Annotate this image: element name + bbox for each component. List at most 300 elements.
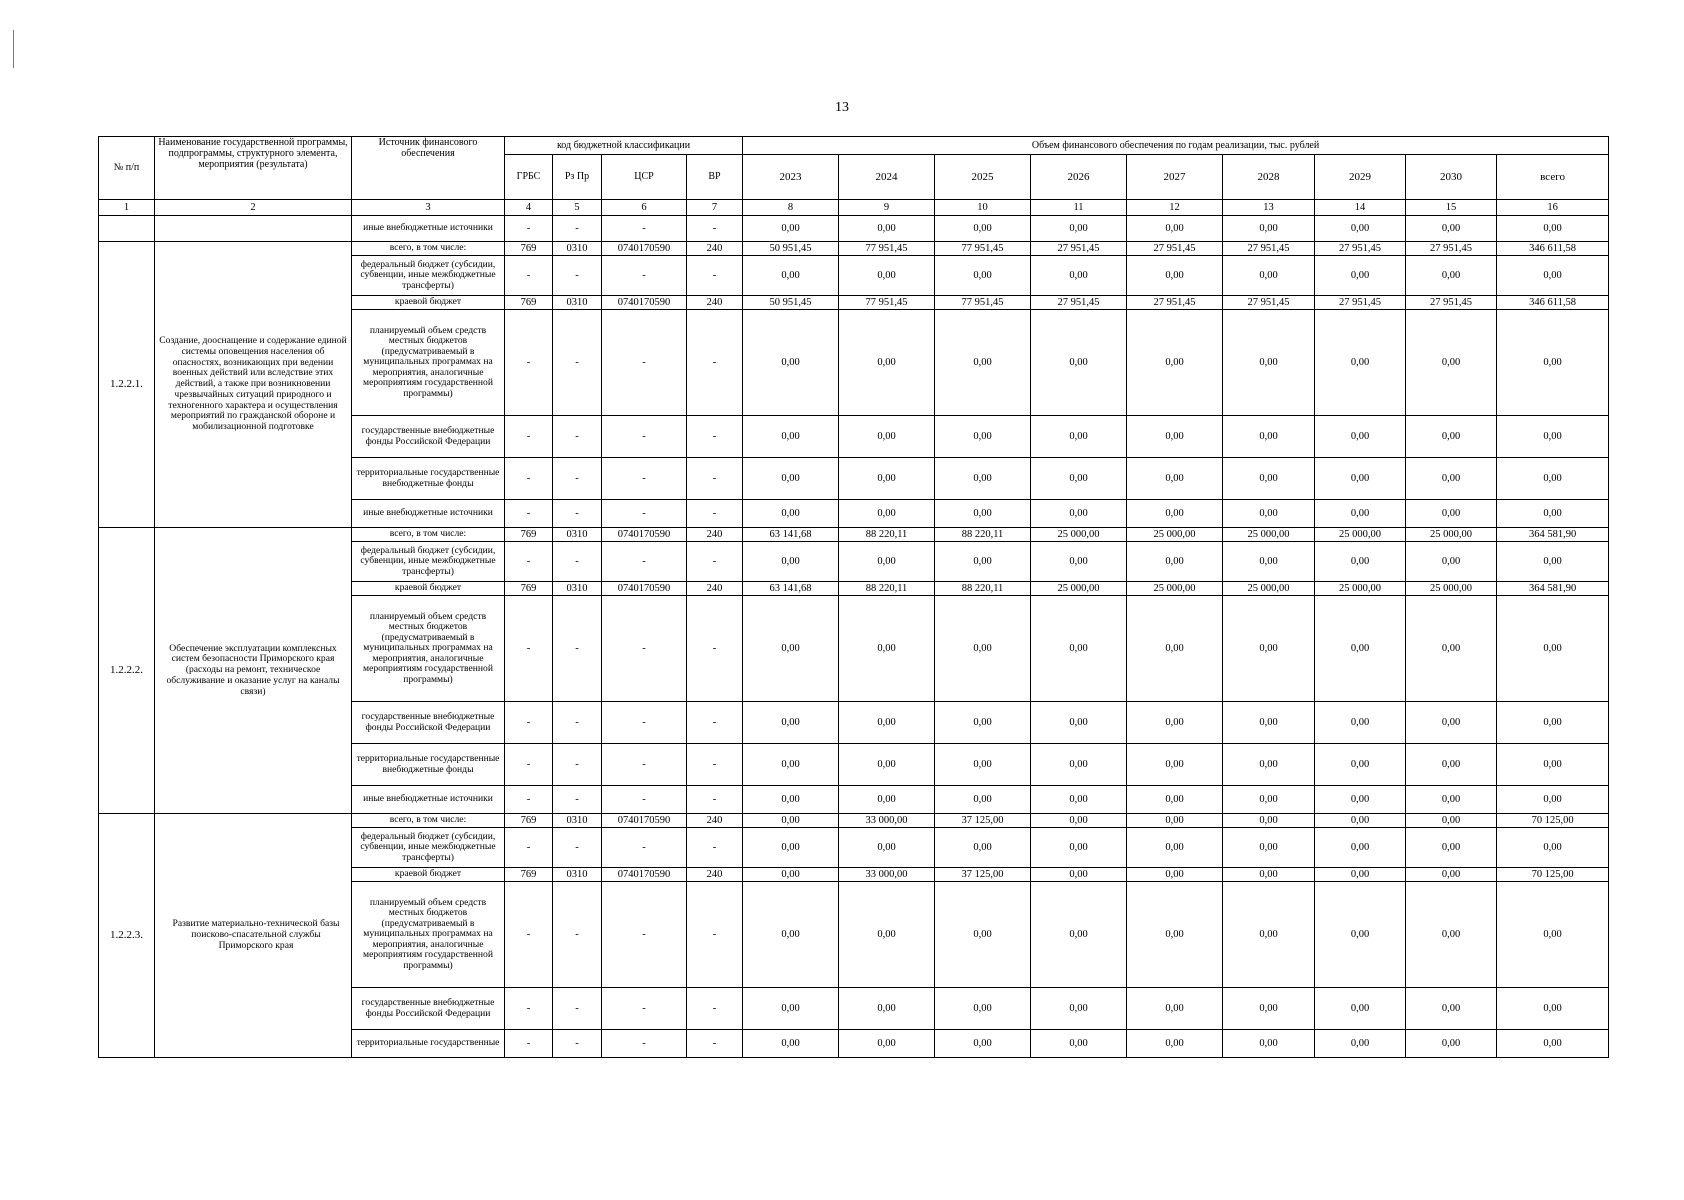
value-cell: 0,00	[1315, 310, 1406, 416]
value-cell: 0,00	[1223, 596, 1315, 702]
value-cell: 0,00	[839, 596, 935, 702]
code-cell: 240	[687, 296, 743, 310]
value-cell: 25 000,00	[1315, 528, 1406, 542]
source-cell: территориальные государственные внебюджетные фонды	[352, 744, 505, 786]
value-cell: 33 000,00	[839, 814, 935, 828]
column-number: 11	[1031, 200, 1127, 216]
value-cell: 0,00	[1315, 500, 1406, 528]
value-cell: 0,00	[1031, 310, 1127, 416]
header-year: всего	[1497, 155, 1609, 200]
source-cell: федеральный бюджет (субсидии, субвенции, иные межбюджетные трансферты)	[352, 256, 505, 296]
code-cell: -	[687, 988, 743, 1030]
code-cell: -	[505, 786, 553, 814]
value-cell: 0,00	[1031, 216, 1127, 242]
column-number: 2	[155, 200, 352, 216]
code-cell: -	[687, 216, 743, 242]
value-cell: 0,00	[935, 882, 1031, 988]
value-cell: 0,00	[935, 828, 1031, 868]
code-cell: 0310	[553, 242, 602, 256]
source-cell: иные внебюджетные источники	[352, 786, 505, 814]
value-cell: 0,00	[1406, 596, 1497, 702]
value-cell: 0,00	[743, 500, 839, 528]
value-cell: 0,00	[1497, 216, 1609, 242]
value-cell: 0,00	[1127, 868, 1223, 882]
code-cell: 240	[687, 868, 743, 882]
value-cell: 0,00	[935, 310, 1031, 416]
source-cell: планируемый объем средств местных бюджетов (предусматриваемый в муниципальных программах на мероприятия, аналогичные мероприятиям государственной программы)	[352, 310, 505, 416]
value-cell: 0,00	[743, 882, 839, 988]
code-cell: 769	[505, 242, 553, 256]
value-cell: 0,00	[1127, 1030, 1223, 1058]
value-cell: 346 611,58	[1497, 296, 1609, 310]
code-cell: -	[687, 882, 743, 988]
value-cell: 346 611,58	[1497, 242, 1609, 256]
code-cell: -	[505, 542, 553, 582]
column-number: 13	[1223, 200, 1315, 216]
code-cell: 0310	[553, 868, 602, 882]
code-cell: -	[687, 500, 743, 528]
header-code: ВР	[687, 155, 743, 200]
value-cell: 0,00	[1223, 542, 1315, 582]
value-cell: 0,00	[1315, 596, 1406, 702]
code-cell: 240	[687, 242, 743, 256]
value-cell: 0,00	[1127, 702, 1223, 744]
code-cell: 0310	[553, 814, 602, 828]
code-cell: -	[553, 416, 602, 458]
code-cell: -	[553, 542, 602, 582]
value-cell: 0,00	[1497, 702, 1609, 744]
value-cell: 0,00	[1315, 868, 1406, 882]
column-number: 6	[602, 200, 687, 216]
code-cell: 0310	[553, 528, 602, 542]
code-cell: -	[505, 744, 553, 786]
value-cell: 0,00	[1497, 786, 1609, 814]
value-cell: 27 951,45	[1223, 296, 1315, 310]
margin-mark	[13, 30, 14, 68]
value-cell: 0,00	[1127, 988, 1223, 1030]
code-cell: -	[505, 1030, 553, 1058]
value-cell: 0,00	[935, 416, 1031, 458]
value-cell: 0,00	[935, 786, 1031, 814]
code-cell: -	[602, 216, 687, 242]
value-cell: 0,00	[935, 744, 1031, 786]
value-cell: 0,00	[839, 744, 935, 786]
value-cell: 0,00	[935, 702, 1031, 744]
value-cell: 0,00	[839, 256, 935, 296]
value-cell: 0,00	[1223, 416, 1315, 458]
value-cell: 0,00	[1127, 416, 1223, 458]
code-cell: -	[602, 500, 687, 528]
source-cell: федеральный бюджет (субсидии, субвенции, иные межбюджетные трансферты)	[352, 542, 505, 582]
value-cell: 0,00	[743, 988, 839, 1030]
value-cell: 0,00	[1223, 828, 1315, 868]
value-cell: 0,00	[1315, 882, 1406, 988]
value-cell: 0,00	[1223, 814, 1315, 828]
value-cell: 0,00	[839, 216, 935, 242]
value-cell: 0,00	[1497, 744, 1609, 786]
code-cell: -	[602, 988, 687, 1030]
code-cell: -	[687, 828, 743, 868]
header-num: № п/п	[99, 137, 155, 200]
source-cell: государственные внебюджетные фонды Российской Федерации	[352, 988, 505, 1030]
code-cell: 0740170590	[602, 242, 687, 256]
value-cell: 0,00	[1497, 596, 1609, 702]
value-cell: 27 951,45	[1406, 242, 1497, 256]
value-cell: 0,00	[1031, 1030, 1127, 1058]
value-cell: 0,00	[1406, 786, 1497, 814]
code-cell: 0740170590	[602, 868, 687, 882]
value-cell: 0,00	[1406, 988, 1497, 1030]
column-number: 16	[1497, 200, 1609, 216]
value-cell: 0,00	[1497, 988, 1609, 1030]
code-cell: -	[602, 828, 687, 868]
value-cell: 0,00	[935, 988, 1031, 1030]
value-cell: 25 000,00	[1223, 528, 1315, 542]
source-cell: краевой бюджет	[352, 582, 505, 596]
code-cell: -	[602, 702, 687, 744]
value-cell: 0,00	[1497, 882, 1609, 988]
code-cell: 769	[505, 528, 553, 542]
header-year: 2029	[1315, 155, 1406, 200]
value-cell: 63 141,68	[743, 582, 839, 596]
source-cell: краевой бюджет	[352, 868, 505, 882]
value-cell: 0,00	[1127, 256, 1223, 296]
value-cell: 0,00	[1031, 256, 1127, 296]
row-name: Обеспечение эксплуатации комплексных систем безопасности Приморского края (расходы на ремонт, техническое обслуживание и оказание услуг на каналы связи)	[155, 528, 352, 814]
value-cell: 0,00	[1031, 458, 1127, 500]
value-cell: 0,00	[1127, 828, 1223, 868]
value-cell: 0,00	[1406, 458, 1497, 500]
code-cell: -	[602, 786, 687, 814]
code-cell: -	[602, 596, 687, 702]
value-cell: 33 000,00	[839, 868, 935, 882]
value-cell: 0,00	[1406, 500, 1497, 528]
header-code: Рз Пр	[553, 155, 602, 200]
value-cell: 364 581,90	[1497, 582, 1609, 596]
value-cell: 0,00	[935, 1030, 1031, 1058]
value-cell: 0,00	[1223, 310, 1315, 416]
value-cell: 27 951,45	[1127, 296, 1223, 310]
value-cell: 0,00	[935, 256, 1031, 296]
value-cell: 0,00	[1497, 828, 1609, 868]
source-cell: планируемый объем средств местных бюджетов (предусматриваемый в муниципальных программах на мероприятия, аналогичные мероприятиям государственной программы)	[352, 596, 505, 702]
value-cell: 0,00	[1315, 988, 1406, 1030]
code-cell: 0740170590	[602, 814, 687, 828]
value-cell: 0,00	[1406, 814, 1497, 828]
value-cell: 25 000,00	[1031, 582, 1127, 596]
value-cell: 0,00	[1223, 500, 1315, 528]
value-cell: 88 220,11	[935, 528, 1031, 542]
value-cell: 0,00	[743, 1030, 839, 1058]
code-cell: -	[505, 256, 553, 296]
value-cell: 0,00	[1315, 542, 1406, 582]
value-cell: 0,00	[743, 310, 839, 416]
column-numbers-row	[99, 200, 1609, 216]
value-cell: 0,00	[1406, 1030, 1497, 1058]
code-cell: -	[602, 416, 687, 458]
code-cell: 769	[505, 868, 553, 882]
value-cell: 77 951,45	[935, 242, 1031, 256]
code-cell: -	[505, 216, 553, 242]
table-body	[99, 216, 1609, 1058]
code-cell: -	[553, 596, 602, 702]
source-cell: государственные внебюджетные фонды Российской Федерации	[352, 416, 505, 458]
row-index: 1.2.2.1.	[99, 242, 155, 528]
code-cell: -	[687, 702, 743, 744]
code-cell: -	[505, 702, 553, 744]
value-cell: 0,00	[1031, 868, 1127, 882]
source-cell: иные внебюджетные источники	[352, 216, 505, 242]
code-cell: -	[505, 500, 553, 528]
row-name-empty	[155, 216, 352, 242]
value-cell: 0,00	[839, 988, 935, 1030]
value-cell: 0,00	[1497, 542, 1609, 582]
code-cell: -	[553, 744, 602, 786]
value-cell: 37 125,00	[935, 868, 1031, 882]
value-cell: 0,00	[1406, 216, 1497, 242]
value-cell: 0,00	[1497, 310, 1609, 416]
value-cell: 0,00	[839, 310, 935, 416]
value-cell: 0,00	[743, 216, 839, 242]
value-cell: 0,00	[1497, 256, 1609, 296]
value-cell: 0,00	[1031, 702, 1127, 744]
value-cell: 0,00	[839, 702, 935, 744]
value-cell: 0,00	[1406, 882, 1497, 988]
code-cell: -	[553, 828, 602, 868]
code-cell: -	[505, 458, 553, 500]
value-cell: 0,00	[1315, 744, 1406, 786]
value-cell: 0,00	[1223, 216, 1315, 242]
code-cell: -	[687, 1030, 743, 1058]
table-header	[99, 137, 1609, 216]
row-index: 1.2.2.2.	[99, 528, 155, 814]
value-cell: 0,00	[839, 1030, 935, 1058]
value-cell: 50 951,45	[743, 242, 839, 256]
value-cell: 0,00	[1497, 416, 1609, 458]
header-year: 2030	[1406, 155, 1497, 200]
column-number: 15	[1406, 200, 1497, 216]
header-year: 2024	[839, 155, 935, 200]
header-year: 2023	[743, 155, 839, 200]
value-cell: 0,00	[1031, 596, 1127, 702]
table-row	[99, 814, 1609, 828]
value-cell: 88 220,11	[839, 528, 935, 542]
value-cell: 0,00	[1406, 256, 1497, 296]
value-cell: 27 951,45	[1406, 296, 1497, 310]
value-cell: 0,00	[1127, 458, 1223, 500]
value-cell: 0,00	[1315, 702, 1406, 744]
code-cell: -	[687, 256, 743, 296]
value-cell: 0,00	[743, 596, 839, 702]
value-cell: 0,00	[1315, 1030, 1406, 1058]
value-cell: 0,00	[743, 256, 839, 296]
value-cell: 0,00	[743, 458, 839, 500]
code-cell: -	[553, 988, 602, 1030]
code-cell: 769	[505, 296, 553, 310]
value-cell: 0,00	[743, 416, 839, 458]
column-number: 4	[505, 200, 553, 216]
code-cell: -	[553, 500, 602, 528]
value-cell: 0,00	[1497, 458, 1609, 500]
page-number: 13	[835, 100, 849, 115]
value-cell: 0,00	[1031, 786, 1127, 814]
code-cell: -	[687, 744, 743, 786]
value-cell: 0,00	[1497, 1030, 1609, 1058]
header-year: 2026	[1031, 155, 1127, 200]
value-cell: 0,00	[1127, 216, 1223, 242]
value-cell: 0,00	[1127, 744, 1223, 786]
code-cell: -	[687, 542, 743, 582]
value-cell: 0,00	[1406, 542, 1497, 582]
value-cell: 77 951,45	[839, 242, 935, 256]
value-cell: 0,00	[839, 828, 935, 868]
column-number: 8	[743, 200, 839, 216]
code-cell: 769	[505, 582, 553, 596]
code-cell: 0740170590	[602, 528, 687, 542]
row-name: Развитие материально-технической базы поисково-спасательной службы Приморского края	[155, 814, 352, 1058]
value-cell: 63 141,68	[743, 528, 839, 542]
value-cell: 0,00	[839, 542, 935, 582]
value-cell: 0,00	[1406, 416, 1497, 458]
value-cell: 0,00	[1315, 216, 1406, 242]
value-cell: 0,00	[1127, 786, 1223, 814]
value-cell: 0,00	[743, 786, 839, 814]
value-cell: 0,00	[1406, 744, 1497, 786]
code-cell: -	[553, 310, 602, 416]
value-cell: 70 125,00	[1497, 868, 1609, 882]
code-cell: 240	[687, 814, 743, 828]
column-number: 5	[553, 200, 602, 216]
value-cell: 0,00	[1223, 744, 1315, 786]
code-cell: 769	[505, 814, 553, 828]
source-cell: всего, в том числе:	[352, 814, 505, 828]
code-cell: -	[602, 744, 687, 786]
code-cell: -	[687, 416, 743, 458]
value-cell: 0,00	[1223, 458, 1315, 500]
row-index-empty	[99, 216, 155, 242]
code-cell: -	[553, 786, 602, 814]
value-cell: 25 000,00	[1223, 582, 1315, 596]
value-cell: 0,00	[1315, 814, 1406, 828]
value-cell: 0,00	[1223, 1030, 1315, 1058]
code-cell: -	[505, 828, 553, 868]
value-cell: 37 125,00	[935, 814, 1031, 828]
value-cell: 0,00	[1223, 256, 1315, 296]
code-cell: -	[687, 458, 743, 500]
code-cell: -	[553, 1030, 602, 1058]
value-cell: 0,00	[839, 458, 935, 500]
value-cell: 0,00	[1497, 500, 1609, 528]
value-cell: 0,00	[1127, 500, 1223, 528]
value-cell: 0,00	[743, 828, 839, 868]
column-number: 1	[99, 200, 155, 216]
value-cell: 0,00	[1031, 542, 1127, 582]
value-cell: 77 951,45	[935, 296, 1031, 310]
header-code: ЦСР	[602, 155, 687, 200]
value-cell: 77 951,45	[839, 296, 935, 310]
value-cell: 0,00	[1223, 882, 1315, 988]
value-cell: 0,00	[743, 814, 839, 828]
value-cell: 0,00	[1406, 868, 1497, 882]
value-cell: 0,00	[1315, 828, 1406, 868]
code-cell: -	[553, 882, 602, 988]
code-cell: 0310	[553, 582, 602, 596]
code-cell: 0740170590	[602, 296, 687, 310]
column-number: 12	[1127, 200, 1223, 216]
code-cell: -	[602, 542, 687, 582]
code-cell: -	[505, 416, 553, 458]
value-cell: 0,00	[1315, 458, 1406, 500]
code-cell: -	[687, 596, 743, 702]
header-year: 2028	[1223, 155, 1315, 200]
code-cell: -	[602, 1030, 687, 1058]
code-cell: -	[553, 216, 602, 242]
value-cell: 0,00	[743, 702, 839, 744]
value-cell: 0,00	[839, 500, 935, 528]
source-cell: всего, в том числе:	[352, 528, 505, 542]
value-cell: 0,00	[1127, 310, 1223, 416]
code-cell: -	[553, 256, 602, 296]
code-cell: 0740170590	[602, 582, 687, 596]
header-group-codes: код бюджетной классификации	[505, 137, 743, 155]
code-cell: 240	[687, 528, 743, 542]
value-cell: 0,00	[1031, 882, 1127, 988]
value-cell: 0,00	[839, 882, 935, 988]
value-cell: 27 951,45	[1315, 296, 1406, 310]
value-cell: 0,00	[1127, 542, 1223, 582]
value-cell: 0,00	[839, 786, 935, 814]
value-cell: 0,00	[1127, 882, 1223, 988]
code-cell: -	[505, 310, 553, 416]
code-cell: -	[505, 882, 553, 988]
value-cell: 25 000,00	[1315, 582, 1406, 596]
column-number: 14	[1315, 200, 1406, 216]
header-year: 2027	[1127, 155, 1223, 200]
row-name: Создание, дооснащение и содержание единой системы оповещения населения об опасностях, возникающих при ведении военных действий или вследствие этих действий, а также при возникновении чрезвычайных ситуаций природного и техногенного характера и осуществления мероприятий по гражданской обороне и мобилизационной подготовке	[155, 242, 352, 528]
value-cell: 25 000,00	[1031, 528, 1127, 542]
value-cell: 27 951,45	[1127, 242, 1223, 256]
value-cell: 0,00	[1315, 416, 1406, 458]
value-cell: 0,00	[935, 216, 1031, 242]
value-cell: 0,00	[1406, 828, 1497, 868]
value-cell: 0,00	[743, 868, 839, 882]
value-cell: 0,00	[1127, 814, 1223, 828]
value-cell: 0,00	[1223, 786, 1315, 814]
column-number: 9	[839, 200, 935, 216]
value-cell: 0,00	[1315, 256, 1406, 296]
value-cell: 364 581,90	[1497, 528, 1609, 542]
value-cell: 0,00	[1031, 744, 1127, 786]
source-cell: государственные внебюджетные фонды Российской Федерации	[352, 702, 505, 744]
column-number: 7	[687, 200, 743, 216]
code-cell: -	[602, 458, 687, 500]
value-cell: 0,00	[1031, 828, 1127, 868]
header-group-volume: Объем финансового обеспечения по годам реализации, тыс. рублей	[743, 137, 1609, 155]
value-cell: 0,00	[1031, 500, 1127, 528]
value-cell: 0,00	[935, 542, 1031, 582]
header-year: 2025	[935, 155, 1031, 200]
value-cell: 0,00	[935, 500, 1031, 528]
table-row	[99, 242, 1609, 256]
value-cell: 0,00	[1031, 814, 1127, 828]
value-cell: 25 000,00	[1406, 528, 1497, 542]
code-cell: 240	[687, 582, 743, 596]
value-cell: 0,00	[1031, 416, 1127, 458]
column-number: 3	[352, 200, 505, 216]
value-cell: 25 000,00	[1127, 528, 1223, 542]
value-cell: 0,00	[1223, 868, 1315, 882]
code-cell: -	[602, 882, 687, 988]
